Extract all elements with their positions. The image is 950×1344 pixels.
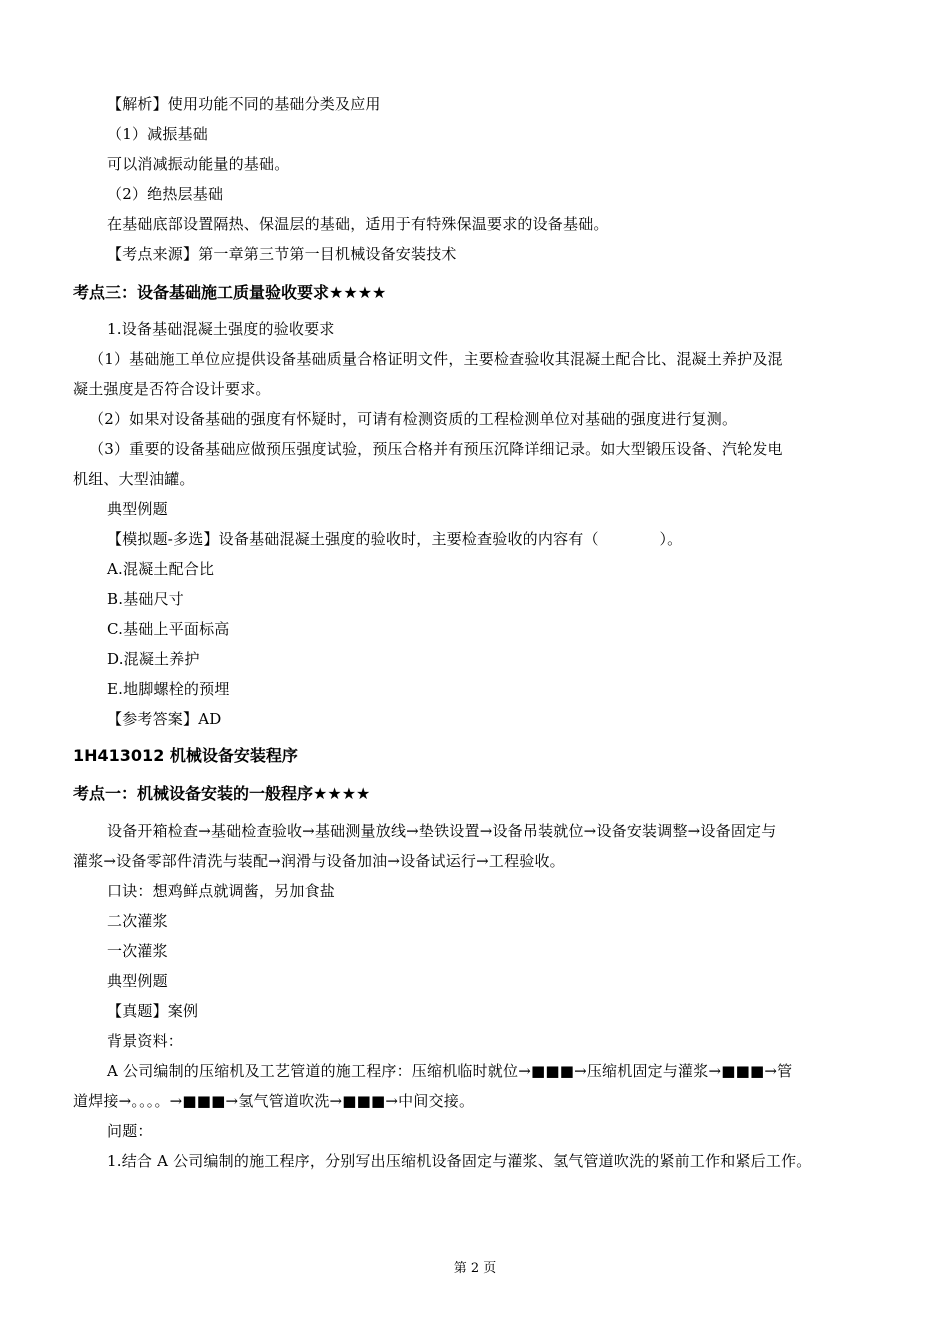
option-c: C.基础上平面标高 (107, 620, 230, 638)
section3-sub1: 1.设备基础混凝土强度的验收要求 (107, 320, 335, 338)
question-text: 【模拟题-多选】设备基础混凝土强度的验收时，主要检查验收的内容有（ ）。 (107, 530, 683, 548)
example-label: 典型例题 (107, 500, 168, 518)
option-b: B.基础尺寸 (107, 590, 184, 608)
grout-second: 二次灌浆 (107, 912, 168, 930)
source-line: 【考点来源】第一章第三节第一目机械设备安装技术 (107, 245, 457, 263)
background-line2: 道焊接→。。。。→■■■→氢气管道吹洗→■■■→中间交接。 (73, 1092, 475, 1110)
section3-p1-line2: 凝土强度是否符合设计要求。 (73, 380, 271, 398)
flow-line1: 设备开箱检查→基础检查验收→基础测量放线→垫铁设置→设备吊装就位→设备安装调整→设备固定与 (107, 822, 777, 840)
section3-p3-line2: 机组、大型油罐。 (73, 470, 195, 488)
mnemonic: 口诀：想鸡鲜点就调酱，另加食盐 (107, 882, 336, 900)
section3-p2: （2）如果对设备基础的强度有怀疑时，可请有检测资质的工程检测单位对基础的强度进行复测。 (89, 410, 738, 428)
question-label: 问题： (107, 1122, 153, 1140)
option-e: E.地脚螺栓的预埋 (107, 680, 230, 698)
background-line1: A 公司编制的压缩机及工艺管道的施工程序：压缩机临时就位→■■■→压缩机固定与灌浆→■■■→管 (107, 1062, 793, 1080)
example-label-2: 典型例题 (107, 972, 168, 990)
page-number: 第 2 页 (453, 1261, 497, 1276)
real-exam-label: 【真题】案例 (107, 1002, 199, 1020)
flow-line2: 灌浆→设备零部件清洗与装配→润滑与设备加油→设备试运行→工程验收。 (73, 852, 565, 870)
answer-line: 【参考答案】AD (107, 710, 222, 728)
section3-p1-line1: （1）基础施工单位应提供设备基础质量合格证明文件，主要检查验收其混凝土配合比、混凝土养护及混 (89, 350, 783, 368)
item1-title: （1）减振基础 (107, 125, 208, 143)
section3-heading: 考点三：设备基础施工质量验收要求★★★★ (73, 283, 387, 302)
grout-first: 一次灌浆 (107, 942, 168, 960)
section1b-heading: 考点一：机械设备安装的一般程序★★★★ (73, 784, 371, 803)
item2-desc: 在基础底部设置隔热、保温层的基础，适用于有特殊保温要求的设备基础。 (107, 215, 609, 233)
item1-desc: 可以消减振动能量的基础。 (107, 155, 290, 173)
section-code-heading: 1H413012 机械设备安装程序 (73, 746, 298, 765)
analysis-line: 【解析】使用功能不同的基础分类及应用 (107, 95, 381, 113)
background-label: 背景资料： (107, 1032, 184, 1050)
item2-title: （2）绝热层基础 (107, 185, 224, 203)
option-a: A.混凝土配合比 (107, 560, 215, 578)
question1: 1.结合 A 公司编制的施工程序，分别写出压缩机设备固定与灌浆、氢气管道吹洗的紧前工作和紧后工作。 (107, 1152, 812, 1170)
option-d: D.混凝土养护 (107, 650, 200, 668)
section3-p3-line1: （3）重要的设备基础应做预压强度试验，预压合格并有预压沉降详细记录。如大型锻压设备、汽轮发电 (89, 440, 783, 458)
